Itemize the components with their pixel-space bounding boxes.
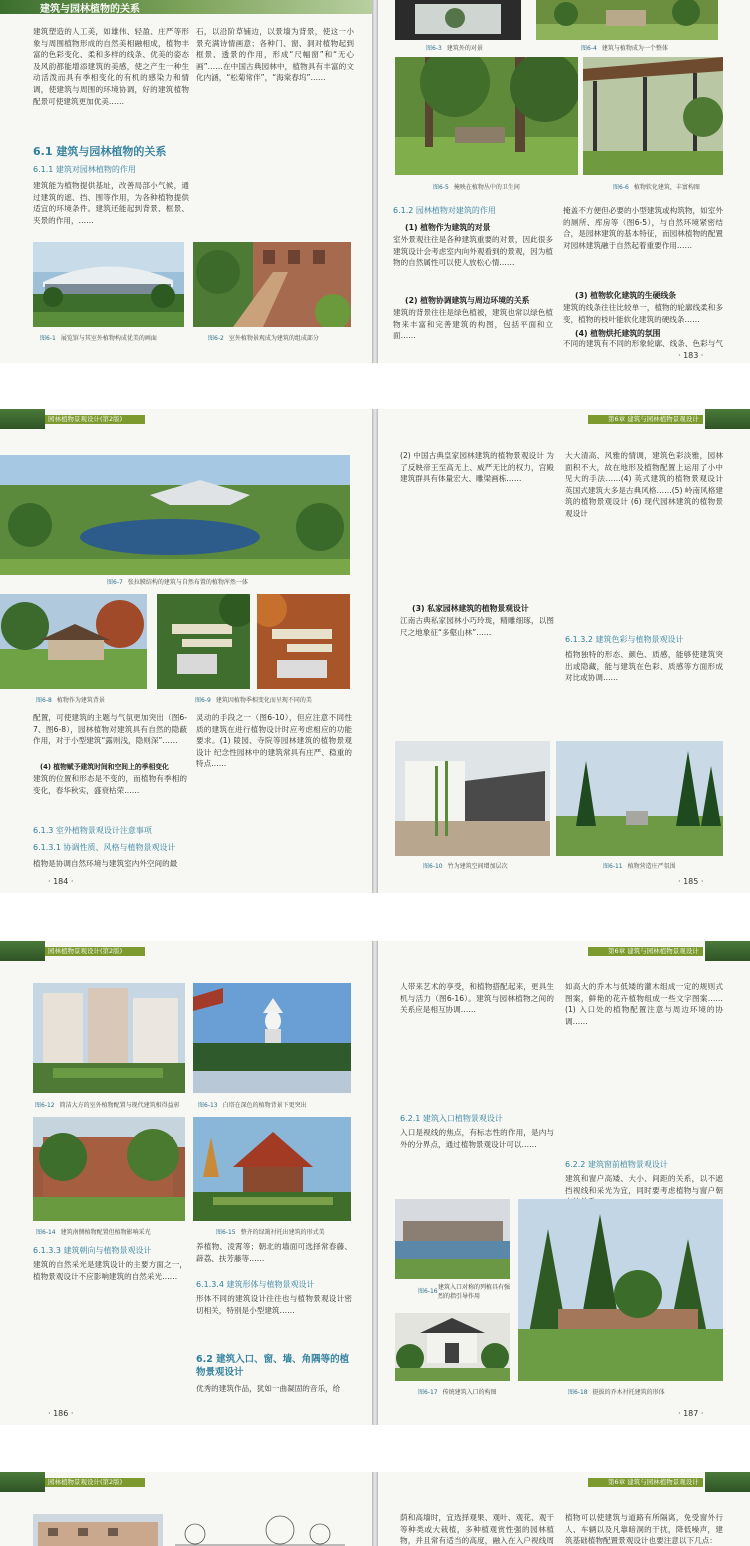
- running-header-text: 第6章 建筑与园林植物景观设计: [608, 947, 699, 955]
- running-header-right: [378, 1472, 750, 1492]
- intro-paragraph: 建筑塑造的人工美，如雄伟、轻盈、庄严等形象与周围植物形成的自然美相融相成，植物丰富的色彩变化、柔和多样的线条、优美的姿态及风韵都能增添建筑的美感，使之产生一种生动活泼而具有季相变化的有机的感染力和情调，使建筑与周围的环境协调，好的建筑植物配景可使建筑更加优美……: [33, 27, 189, 106]
- building-form-paragraph: 形体不同的建筑设计往往也与植物景观设计密切相关，特别是小型建筑……: [196, 1294, 352, 1315]
- photo-thai-pavilion: [193, 1117, 351, 1221]
- right-column-paragraph: 植物可以使建筑与道路有所隔离，免受窗外行人、车辆以及凡靠暗洞的干扰，降低噪声，建筑基础植物配置景观设计也要注意以下几点：: [565, 1513, 723, 1546]
- running-header-right: [378, 409, 750, 429]
- chapter-heading-banner: [0, 0, 372, 14]
- photo-pavilion-trees: [583, 57, 723, 175]
- figure-6-8-caption: [36, 695, 105, 704]
- page-separator: [0, 363, 750, 409]
- figure-6-9-caption: [195, 695, 312, 704]
- figure-caption-text: 植物营造庄严氛围: [627, 863, 676, 870]
- figure-caption-text: 整齐的绿篱衬托出建筑的形式美: [240, 1229, 325, 1236]
- left-column-paragraph: 荫和高墙时，宜选择观果、观叶、观花、观干等种类或大栽植，多种植观赏性强的园林植物，并且常有适当的高度，融入在入户视线周: [400, 1513, 554, 1546]
- section-6-1-title: 6.1 建筑与园林植物的关系: [33, 145, 167, 158]
- left-bottom-paragraph-3: 植物是协调自然环境与建筑室内外空间的最: [33, 859, 178, 868]
- running-header-text: 第6章 建筑与园林植物景观设计: [608, 415, 699, 423]
- running-header-text: 园林植物景观设计(第2版): [48, 415, 123, 423]
- figure-label: 图6-15: [216, 1229, 236, 1236]
- figure-6-6-caption: [613, 182, 700, 191]
- page-188: [0, 1472, 372, 1546]
- right-column-2-paragraph: 如高大的乔木与低矮的灌木组成一定的规则式图案，鲜艳的花卉植物组成一些文字图案……(1) 入口处的植物配置注意与周边环境的协调……: [565, 982, 723, 1026]
- figure-caption-text: 竹为建筑空间增加层次: [447, 863, 508, 870]
- figure-6-2-caption: [208, 333, 319, 342]
- section-6-1-1-paragraph: 建筑能为植物提供基址，改善局部小气候，通过建筑的遮、挡、围等作用，为各种植物提供适宜的环境条件。建筑还能起到背景、框景、夹景的作用，……: [33, 181, 189, 225]
- figure-6-18-caption: [568, 1387, 665, 1396]
- photo-tensile-membrane-park: [0, 455, 350, 575]
- figure-label: 图6-2: [208, 335, 224, 342]
- figure-label: 图6-5: [433, 184, 449, 191]
- figure-label: 图6-14: [36, 1229, 56, 1236]
- figure-caption-text: 简洁大方的室外植物配置与现代建筑相得益彰: [59, 1102, 180, 1109]
- figure-caption-text: 室外植物景观成为建筑的组成部分: [228, 335, 319, 342]
- page-number: · 187 ·: [678, 1409, 704, 1418]
- photo-cypress-solemn: [556, 741, 723, 856]
- subsection-private-garden-title: (3) 私家园林建筑的植物景观设计: [412, 604, 529, 613]
- figure-label: 图6-16: [418, 1288, 438, 1295]
- figure-6-3-caption: [426, 43, 483, 52]
- photo-trees-building-form: [518, 1199, 723, 1381]
- header-image-band: [0, 1472, 45, 1492]
- right-column-1-paragraph: 人带来艺术的享受，和植物搭配起来，更具生机与活力（图6-16）。建筑与园林植物之间的关系应是相互协调……: [400, 982, 554, 1015]
- header-image-band: [0, 409, 45, 429]
- figure-6-7-caption: [107, 577, 248, 586]
- figure-6-11-caption: [603, 861, 676, 870]
- section-6-1-3-title: 6.1.3 室外植物景观设计注意事项: [33, 826, 152, 835]
- left-bottom-paragraph-2: 建筑的位置和形态是不变的，而植物有季相的变化，春华秋实，盛衰枯荣……: [33, 774, 187, 795]
- figure-6-5-caption: [433, 182, 520, 191]
- photo-fallingwater-autumn: [257, 594, 350, 689]
- figure-caption-text: 建筑外的对景: [446, 45, 483, 52]
- right-top-paragraph-2: 江南古典私家园林小巧玲珑，精雕细琢，以图尺之地象征“多壑山林”……: [400, 616, 554, 637]
- spread-pages-184-185: [0, 409, 750, 893]
- page-185: [378, 409, 750, 893]
- photo-fallingwater-summer: [157, 594, 250, 689]
- figure-label: 图6-4: [581, 45, 597, 52]
- photo-toilet-in-trees: [395, 57, 578, 175]
- spread-pages-188-189: [0, 1472, 750, 1546]
- page-separator: [0, 1425, 750, 1472]
- left-bottom-column-2: 灵动的手段之一（图6-10），但应注意不同性质的建筑在进行植物设计时应考虑相应的功能要求。(1) 陵园、寺院等园林建筑的植物景观设计 纪念性园林中的建筑常具有庄严、稳重的特点……: [196, 713, 352, 769]
- window-paragraph: 建筑和窗户高矮、大小、间距的关系，以不遮挡视线和采光为宜，同时要考虑植物与窗户朝: [565, 1174, 723, 1195]
- right-top-paragraph-1: (2) 中国古典皇家园林建筑的植物景观设计 为了反映帝王至高无上、威严无比的权力，宫殿建筑群具有体量宏大、雕梁画栋……: [400, 451, 554, 484]
- subsection-4-paragraph: 不同的建筑有不同的形象轮廓、线条、色彩与气: [563, 339, 723, 348]
- figure-caption-text: 建筑与植物成为一个整体: [601, 45, 668, 52]
- section-6-2-paragraph: 优秀的建筑作品，犹如一曲凝固的音乐，给: [196, 1384, 341, 1393]
- figure-label: 图6-7: [107, 579, 123, 586]
- photo-house-background: [0, 594, 147, 689]
- page-number: · 184 ·: [48, 877, 74, 886]
- right-column-2-paragraph: 掩盖不方便但必要的小型建筑或构筑物，如室外的厕所、库房等（图6-5），与自然环境紧密结合，是园林建筑的基本特征，而园林植物的配置对园林建筑融于自然起着重要作用……: [563, 206, 723, 250]
- page-184: [0, 409, 372, 893]
- photo-bamboo-building: [395, 741, 550, 856]
- running-header-text: 第6章 建筑与园林植物景观设计: [608, 1478, 699, 1486]
- page-187: [378, 941, 750, 1425]
- left-column-2-paragraph: 养植物、凌霄等；朝北的墙面可选择常春藤、薜荔、扶芳藤等……: [196, 1242, 352, 1263]
- header-image-band: [705, 409, 750, 429]
- orientation-paragraph: 建筑的自然采光是建筑设计的主要方面之一，植物景观设计不应影响建筑的自然采光……: [33, 1260, 187, 1281]
- photo-framed-view: [395, 0, 521, 40]
- drawing-tree-sketch: [175, 1512, 345, 1546]
- figure-caption-text: 挺拔的乔木衬托建筑的形体: [592, 1389, 665, 1396]
- subsection-1-title: (1) 植物作为建筑的对景: [405, 223, 491, 232]
- figure-6-16-text: 建筑入口对称的列植具有强烈的指引导作用: [438, 1284, 510, 1300]
- photo-south-side-trees: [33, 1117, 185, 1221]
- subsection-3-title: (3) 植物软化建筑的生硬线条: [575, 291, 677, 300]
- figure-caption-text: 建筑因植物季相变化而呈现不同的美: [215, 697, 312, 704]
- figure-6-17-caption: [418, 1387, 497, 1396]
- section-6-1-3-4-title: 6.1.3.4 建筑形体与植物景观设计: [196, 1280, 315, 1289]
- figure-caption-text: 植物作为建筑背景: [56, 697, 105, 704]
- section-6-1-3-3-title: 6.1.3.3 建筑朝向与植物景观设计: [33, 1246, 152, 1255]
- section-6-1-3-1-title: 6.1.3.1 协调性质、风格与植物景观设计: [33, 843, 176, 852]
- figure-caption-text: 建筑南侧植物配置但植物影响采光: [60, 1229, 151, 1236]
- subsection-time-space-title: (4) 植物赋予建筑时间和空间上的季相变化: [40, 763, 169, 771]
- figure-6-15-caption: [216, 1227, 325, 1236]
- left-column-2-paragraph: 石，以沿阶草铺边，以景墙为背景，使这一小景充满诗情画意；各种门、窗、洞对植物起到框景、透景的作用，形成“尺幅窗”和“无心画”……在中国古典园林中，植物具有丰富的文化内涵，“松菊常伴”，“海棠春坞”……: [196, 27, 354, 83]
- section-6-1-2-title: 6.1.2 园林植物对建筑的作用: [393, 206, 496, 215]
- subsection-2-paragraph: 建筑的背景往往是绿色植被，建筑也常以绿色植物来丰富和完善建筑的构图，包括平面和立面……: [393, 308, 553, 341]
- photo-modern-apartment: [33, 983, 185, 1093]
- figure-caption-text: 传统建筑入口的构图: [442, 1389, 497, 1396]
- page-number: · 185 ·: [678, 877, 704, 886]
- page-183: [378, 0, 750, 363]
- figure-label: 图6-13: [198, 1102, 218, 1109]
- building-color-paragraph: 植物独特的形态、颜色、质感，能够使建筑突出或隐藏，能与建筑在色彩、质感等方面形成对比或协调……: [565, 650, 723, 683]
- header-image-band: [0, 941, 45, 961]
- figure-caption-text: 张拉膜结构的建筑与自然布置的植物浑然一体: [127, 579, 248, 586]
- entrance-paragraph: 入口是视线的焦点，有标志性的作用，是内与外的分界点，通过植物景观设计可以……: [400, 1128, 554, 1149]
- page-number: · 186 ·: [48, 1409, 74, 1418]
- photo-traditional-entrance: [395, 1313, 510, 1381]
- subsection-2-title: (2) 植物协调建筑与周边环境的关系: [405, 296, 530, 305]
- page-189: [378, 1472, 750, 1546]
- figure-caption-text: 掩映在植物丛中的卫生间: [453, 184, 520, 191]
- figure-label: 图6-10: [423, 863, 443, 870]
- running-header-text: 园林植物景观设计(第2版): [48, 947, 123, 955]
- left-bottom-paragraph-1: 配置，可使建筑的主题与气氛更加突出（图6-7、图6-8），园林植物对建筑具有自然的隐蔽作用，对于小型建筑“露则浅，隐则深”……: [33, 713, 187, 746]
- figure-6-4-caption: [581, 43, 668, 52]
- photo-entrance-colonnade: [395, 1199, 510, 1279]
- figure-label: 图6-18: [568, 1389, 588, 1396]
- figure-label: 图6-8: [36, 697, 52, 704]
- figure-label: 图6-6: [613, 184, 629, 191]
- page-182: [0, 0, 372, 363]
- figure-6-13-caption: [198, 1100, 307, 1109]
- section-6-1-1-title: 6.1.1 建筑对园林植物的作用: [33, 165, 136, 174]
- figure-caption-text: 白塔在深色的植物背景下更突出: [222, 1102, 307, 1109]
- running-header-left: [0, 941, 372, 961]
- figure-caption-text: 植物软化建筑，丰富构图: [633, 184, 700, 191]
- section-6-2-1-title: 6.2.1 建筑入口植物景观设计: [400, 1114, 503, 1123]
- page-186: [0, 941, 372, 1425]
- spread-pages-186-187: [0, 941, 750, 1425]
- page-separator: [0, 893, 750, 941]
- subsection-1-paragraph: 室外景观往往是各种建筑重要的对景，因此很多建筑设计会考虑室内向外观看到的景观，因为植物的自然属性可以使人放松心情……: [393, 235, 553, 268]
- figure-label: 图6-12: [35, 1102, 55, 1109]
- subsection-3-paragraph: 建筑的线条往往比较单一，植物的轮廓线柔和多变，植物的枝叶能软化建筑的硬线条……: [563, 303, 723, 324]
- figure-label: 图6-3: [426, 45, 442, 52]
- figure-6-1-caption: [40, 333, 157, 342]
- running-header-left: [0, 409, 372, 429]
- photo-building-facade: [33, 1514, 163, 1546]
- header-image-band: [705, 941, 750, 961]
- photo-garden-building: [536, 0, 718, 40]
- header-image-band: [705, 1472, 750, 1492]
- figure-label: 图6-11: [603, 863, 623, 870]
- spread-pages-182-183: [0, 0, 750, 363]
- running-header-right: [378, 941, 750, 961]
- running-header-left: [0, 1472, 372, 1492]
- section-6-2-title: 6.2 建筑入口、窗、墙、角隅等的植物景观设计: [196, 1354, 350, 1378]
- photo-white-pagoda: [193, 983, 351, 1093]
- photo-exhibition-hall: [33, 242, 184, 327]
- page-number: · 183 ·: [678, 351, 704, 360]
- figure-6-12-caption: [35, 1100, 180, 1109]
- figure-6-14-caption: [36, 1227, 151, 1236]
- figure-label: 图6-9: [195, 697, 211, 704]
- section-6-1-3-2-title: 6.1.3.2 建筑色彩与植物景观设计: [565, 635, 684, 644]
- photo-outdoor-stairs: [193, 242, 351, 327]
- running-header-text: 园林植物景观设计(第2版): [48, 1478, 123, 1486]
- figure-label: 图6-1: [40, 335, 56, 342]
- subsection-4-title: (4) 植物烘托建筑的氛围: [575, 329, 661, 338]
- right-top-column-2: 大大清高、风雅的情调，建筑色彩淡雅，园林面积不大，故在地形及植物配置上运用了小中见大的手法……(4) 英式建筑的植物景观设计 英国式建筑大多是古典风格……(5) 岭南风格建筑的植物景观设计 (6) 现代园林建筑的植物景观设计: [565, 451, 723, 518]
- section-6-2-2-title: 6.2.2 建筑窗前植物景观设计: [565, 1160, 668, 1169]
- figure-6-10-caption: [423, 861, 508, 870]
- figure-label: 图6-17: [418, 1389, 438, 1396]
- figure-caption-text: 展览馆与其室外植物构成优美的画面: [60, 335, 157, 342]
- chapter-heading-text: 建筑与园林植物的关系: [40, 4, 140, 14]
